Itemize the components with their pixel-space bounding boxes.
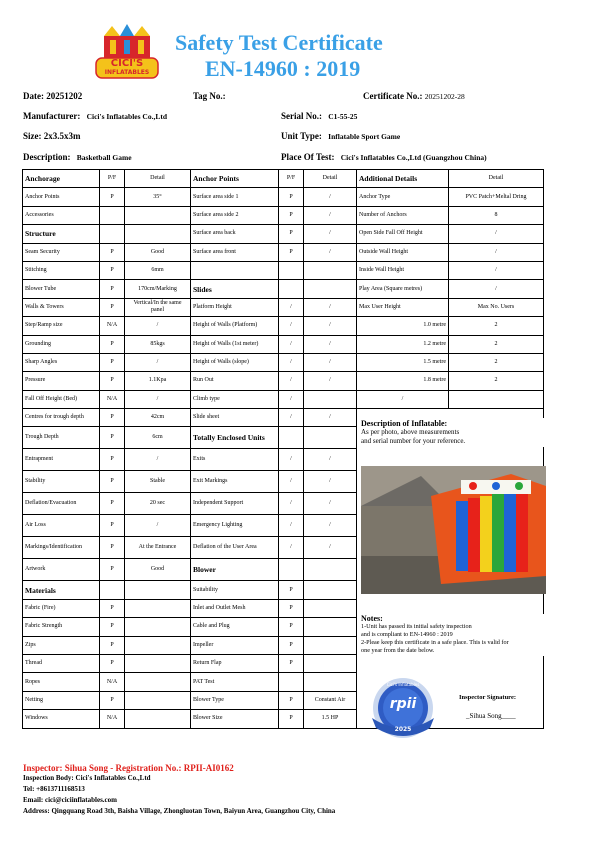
cert-label: Certificate No.: <box>363 91 423 101</box>
cell-item-c: 1.0 metre <box>357 317 449 335</box>
cell-detail-b: 1.5 HP <box>304 710 357 728</box>
cell-pf-a: P <box>100 493 125 515</box>
cell-detail-a: 20 sec <box>125 493 191 515</box>
col-header-anchor-points: Anchor Points <box>191 170 279 188</box>
table-row <box>23 335 544 353</box>
cell-pf-b <box>279 673 304 691</box>
cell-pf-a: P <box>100 335 125 353</box>
cell-detail-a: 85kgs <box>125 335 191 353</box>
cell-item-a: Pressure <box>23 372 100 390</box>
cell-pf-b <box>279 559 304 581</box>
table-row <box>23 206 544 224</box>
table-row <box>23 317 544 335</box>
company-logo <box>92 24 162 80</box>
cell-pf-a: P <box>100 409 125 427</box>
cell-right-panel <box>357 655 544 673</box>
table-row <box>23 655 544 673</box>
cell-detail-c: / <box>449 280 544 298</box>
cell-detail-c: 8 <box>449 206 544 224</box>
cell-item-a: Ropes <box>23 673 100 691</box>
cell-detail-b: / <box>304 537 357 559</box>
cell-item-a: Thread <box>23 655 100 673</box>
cell-detail-b: / <box>304 188 357 206</box>
notes-line2: and is compliant to EN-14960 : 2019 <box>361 631 453 638</box>
cell-item-b: Height of Walls (1st meter) <box>191 335 279 353</box>
cell-item-b: Run Out <box>191 372 279 390</box>
cell-item-a: Centres for trough depth <box>23 409 100 427</box>
col-header-pf2: P/F <box>279 170 304 188</box>
cell-item-b: Suitability <box>191 581 279 599</box>
serial-label: Serial No.: <box>281 111 322 121</box>
table-row <box>23 353 544 371</box>
cell-pf-b: / <box>279 335 304 353</box>
cell-pf-b: P <box>279 618 304 636</box>
cell-item-b: Surface area side 2 <box>191 206 279 224</box>
cell-detail-b: / <box>304 243 357 261</box>
cell-item-a: Grounding <box>23 335 100 353</box>
cell-detail-c: 2 <box>449 372 544 390</box>
cell-item-c: 1.8 metre <box>357 372 449 390</box>
cell-detail-a: / <box>125 515 191 537</box>
cell-pf-a: P <box>100 618 125 636</box>
col-header-detail3: Detail <box>449 170 544 188</box>
cell-detail-b <box>304 261 357 279</box>
badge-year: 2025 <box>394 726 412 733</box>
table-row <box>23 280 544 298</box>
cell-detail-c: / <box>449 261 544 279</box>
cell-pf-b: P <box>279 655 304 673</box>
notes-line3: 2-Pleae keep this certificate in a safe place. This is valid for <box>361 639 509 646</box>
cell-item-b: Height of Walls (Platform) <box>191 317 279 335</box>
serial-number <box>281 111 357 121</box>
cell-detail-b <box>304 618 357 636</box>
cell-detail-b <box>304 655 357 673</box>
cell-pf-a: P <box>100 353 125 371</box>
manufacturer-value: Cici's Inflatables Co.,Ltd <box>86 112 168 121</box>
cell-detail-a: At the Entrance <box>125 537 191 559</box>
cell-item-a: Step/Ramp size <box>23 317 100 335</box>
cell-detail-c: PVC Patch+Meltal Dring <box>449 188 544 206</box>
logo-subtext: INFLATABLES <box>104 69 150 76</box>
cell-pf-a: P <box>100 298 125 316</box>
cell-item-c: Number of Anchors <box>357 206 449 224</box>
cell-detail-b <box>304 599 357 617</box>
cell-detail-b <box>304 673 357 691</box>
cell-detail-a: Vertical/In the same panel <box>125 298 191 316</box>
table-row <box>23 390 544 408</box>
email: Email: cici@ciciinflatables.com <box>23 796 117 804</box>
table-row <box>23 243 544 261</box>
cell-detail-a: 42cm <box>125 409 191 427</box>
cell-pf-a <box>100 581 125 599</box>
place-of-test <box>281 152 487 162</box>
cell-pf-a: N/A <box>100 710 125 728</box>
cell-item-a: Walls & Towers <box>23 298 100 316</box>
cell-item-b: Climb type <box>191 390 279 408</box>
cell-item-b: Platform Height <box>191 298 279 316</box>
cell-item-a: Fabric Strength <box>23 618 100 636</box>
cell-detail-b <box>304 427 357 449</box>
cell-pf-a: P <box>100 515 125 537</box>
cell-pf-b: P <box>279 581 304 599</box>
cell-pf-b: P <box>279 206 304 224</box>
cell-item-a: Markings/Identification <box>23 537 100 559</box>
cell-item-b: Slides <box>191 280 279 298</box>
cell-item-c: Inside Wall Height <box>357 261 449 279</box>
cell-pf-b: P <box>279 710 304 728</box>
cell-pf-a: P <box>100 636 125 654</box>
cell-pf-a: P <box>100 449 125 471</box>
cell-item-b: Slide sheet <box>191 409 279 427</box>
badge-center-text: rpii <box>389 696 417 712</box>
cell-pf-a: N/A <box>100 673 125 691</box>
product-photo <box>361 466 546 594</box>
cell-item-a: Trough Depth <box>23 427 100 449</box>
cell-pf-a: N/A <box>100 390 125 408</box>
description-box <box>360 418 548 447</box>
cell-item-c: Max User Height <box>357 298 449 316</box>
col-header-pf1: P/F <box>100 170 125 188</box>
cell-pf-b: / <box>279 372 304 390</box>
cell-item-a: Stitching <box>23 261 100 279</box>
cell-item-a: Windows <box>23 710 100 728</box>
cell-item-a: Structure <box>23 225 100 243</box>
cell-detail-b: / <box>304 317 357 335</box>
cell-pf-b: / <box>279 515 304 537</box>
cell-item-a: Stability <box>23 471 100 493</box>
cell-item-a: Entrapment <box>23 449 100 471</box>
table-row <box>23 261 544 279</box>
table-header-row <box>23 170 544 188</box>
table-row <box>23 225 544 243</box>
telephone: Tel: +8613711168513 <box>23 785 85 793</box>
size-label: Size: 2x3.5x3m <box>23 131 81 141</box>
cell-detail-c: 2 <box>449 353 544 371</box>
unit-type <box>281 131 400 141</box>
cell-pf-a: P <box>100 243 125 261</box>
cell-pf-a: P <box>100 261 125 279</box>
cell-item-c: Open Side Fall Off Height <box>357 225 449 243</box>
inspection-body: Inspection Body: Cici's Inflatables Co.,Ltd <box>23 774 151 782</box>
cell-item-b: Cable and Plug <box>191 618 279 636</box>
cell-detail-a <box>125 691 191 709</box>
table-row <box>23 372 544 390</box>
description <box>23 152 132 162</box>
cell-detail-a <box>125 599 191 617</box>
table-row <box>23 673 544 691</box>
cell-detail-b <box>304 390 357 408</box>
cell-detail-a: Good <box>125 559 191 581</box>
cell-detail-a <box>125 636 191 654</box>
serial-value: C1-55-25 <box>328 112 358 121</box>
unit-type-value: Inflatable Sport Game <box>328 132 401 141</box>
cell-detail-b <box>304 559 357 581</box>
cell-detail-b: / <box>304 493 357 515</box>
inspector-registration: Inspector: Sihua Song - Registration No.: RPII-AI0162 <box>23 763 234 773</box>
cell-item-b: Blower Type <box>191 691 279 709</box>
cell-pf-b: / <box>279 471 304 493</box>
cell-item-b: Return Flap <box>191 655 279 673</box>
cell-pf-a: P <box>100 559 125 581</box>
cell-item-b: Blower <box>191 559 279 581</box>
tag-label: Tag No.: <box>193 91 226 101</box>
cell-item-a: Blower Tube <box>23 280 100 298</box>
cell-item-a: Artwork <box>23 559 100 581</box>
cell-detail-b <box>304 636 357 654</box>
cell-detail-c: / <box>449 243 544 261</box>
cell-item-b <box>191 261 279 279</box>
col-header-anchorage: Anchorage <box>23 170 100 188</box>
cell-pf-a: P <box>100 537 125 559</box>
cell-item-b: Blower Size <box>191 710 279 728</box>
cell-pf-b: / <box>279 353 304 371</box>
cell-pf-b <box>279 261 304 279</box>
cell-pf-b <box>279 280 304 298</box>
cell-detail-a <box>125 618 191 636</box>
unit-type-label: Unit Type: <box>281 131 322 141</box>
cell-pf-b: / <box>279 493 304 515</box>
cell-item-a: Netting <box>23 691 100 709</box>
description-value: Basketball Game <box>76 153 132 162</box>
cell-pf-b: / <box>279 390 304 408</box>
cell-item-c: Outside Wall Height <box>357 243 449 261</box>
certificate-number <box>363 91 465 101</box>
cell-item-b: Independent Support <box>191 493 279 515</box>
cell-detail-a: 6cm <box>125 427 191 449</box>
cell-detail-a: / <box>125 390 191 408</box>
cell-item-c: 1.5 metre <box>357 353 449 371</box>
notes-box <box>360 614 548 656</box>
cell-detail-a <box>125 206 191 224</box>
cell-item-a: Air Loss <box>23 515 100 537</box>
cell-item-b: Emergency Lighting <box>191 515 279 537</box>
cell-item-b: Surface area back <box>191 225 279 243</box>
description-box-line1: As per photo, above measurements <box>361 428 460 436</box>
place-value: Cici's Inflatables Co.,Ltd (Guangzhou China) <box>340 153 487 162</box>
cell-pf-a <box>100 225 125 243</box>
cell-pf-b: P <box>279 599 304 617</box>
notes-line1: 1-Unit has passed its initial safety inspection <box>361 623 472 630</box>
cell-detail-c: / <box>449 225 544 243</box>
cell-detail-b: / <box>304 225 357 243</box>
cell-pf-b: / <box>279 317 304 335</box>
table-row <box>23 298 544 316</box>
cell-pf-a: N/A <box>100 317 125 335</box>
cell-detail-b: Constant Air <box>304 691 357 709</box>
cell-detail-a <box>125 710 191 728</box>
cell-detail-a <box>125 673 191 691</box>
cell-detail-b: / <box>304 335 357 353</box>
cell-pf-a <box>100 206 125 224</box>
cell-detail-b <box>304 280 357 298</box>
cell-item-a: Sharp Angles <box>23 353 100 371</box>
description-box-line2: and serial number for your reference. <box>361 437 466 445</box>
cell-detail-a: / <box>125 317 191 335</box>
manufacturer <box>23 111 167 121</box>
col-header-detail1: Detail <box>125 170 191 188</box>
notes-title: Notes: <box>361 614 383 623</box>
description-box-title: Description of Inflatable: <box>361 419 448 428</box>
cell-pf-b: P <box>279 188 304 206</box>
cell-detail-a <box>125 655 191 673</box>
address: Address: Qingquang Road 3th, Baisha Village, Zhongluotan Town, Baiyun Area, Guangzhou City, China <box>23 807 336 815</box>
cell-detail-a <box>125 581 191 599</box>
logo-text: CICI'S <box>110 58 144 69</box>
date-label: Date: 20251202 <box>23 91 83 101</box>
signature-value: _Sihua Song____ <box>466 712 516 720</box>
cell-pf-a: P <box>100 280 125 298</box>
notes-line4: one year from the date below. <box>361 647 435 654</box>
certificate-standard: EN-14960 : 2019 <box>205 56 361 81</box>
cell-detail-a: 6mm <box>125 261 191 279</box>
cell-pf-a: P <box>100 691 125 709</box>
cell-detail-c: Max No. Users <box>449 298 544 316</box>
cell-pf-b: / <box>279 537 304 559</box>
cell-pf-a: P <box>100 427 125 449</box>
cell-pf-b <box>279 427 304 449</box>
col-header-detail2: Detail <box>304 170 357 188</box>
cell-item-b: Inlet and Outlet Mesh <box>191 599 279 617</box>
cell-detail-b: / <box>304 471 357 493</box>
certificate-title: Safety Test Certificate <box>175 30 383 55</box>
cell-detail-a: 170cm/Marking <box>125 280 191 298</box>
cell-detail-b: / <box>304 409 357 427</box>
cell-detail-a: Stable <box>125 471 191 493</box>
cell-item-c: Play Area (Square metres) <box>357 280 449 298</box>
cell-detail-b: / <box>304 515 357 537</box>
cell-item-b: Totally Enclosed Units <box>191 427 279 449</box>
cell-item-a: Fabric (Fire) <box>23 599 100 617</box>
cell-detail-b: / <box>304 206 357 224</box>
cell-item-a: Accessories <box>23 206 100 224</box>
cert-value: 20251202-28 <box>424 92 465 101</box>
cell-detail-c: 2 <box>449 317 544 335</box>
cell-item-b: Impeller <box>191 636 279 654</box>
cell-pf-a: P <box>100 599 125 617</box>
cell-detail-a <box>125 225 191 243</box>
cell-detail-a: 1.1Kpa <box>125 372 191 390</box>
cell-pf-b: P <box>279 225 304 243</box>
cell-pf-b: / <box>279 449 304 471</box>
cell-detail-b <box>304 581 357 599</box>
signature-label: Inspector Signature: <box>459 694 516 701</box>
cell-pf-b: / <box>279 298 304 316</box>
cell-item-b: Exits <box>191 449 279 471</box>
cell-detail-a: / <box>125 353 191 371</box>
manufacturer-label: Manufacturer: <box>23 111 81 121</box>
cell-detail-a: Good <box>125 243 191 261</box>
cell-item-c: 1.2 metre <box>357 335 449 353</box>
cell-detail-b: / <box>304 298 357 316</box>
cell-item-b: PAT Test <box>191 673 279 691</box>
cell-item-a: Anchor Points <box>23 188 100 206</box>
cell-item-b: Surface area side 1 <box>191 188 279 206</box>
cell-item-a: Fall Off Height (Bed) <box>23 390 100 408</box>
place-label: Place Of Test: <box>281 152 335 162</box>
cell-item-a: Zips <box>23 636 100 654</box>
cell-detail-c <box>449 390 544 408</box>
cell-item-b: Height of Walls (slope) <box>191 353 279 371</box>
cell-pf-a: P <box>100 188 125 206</box>
cell-item-b: Exit Markings <box>191 471 279 493</box>
cell-pf-b: P <box>279 691 304 709</box>
cell-detail-c: 2 <box>449 335 544 353</box>
cell-item-c: / <box>357 390 449 408</box>
cell-detail-b: / <box>304 353 357 371</box>
rpii-badge <box>366 674 440 744</box>
cell-pf-b: P <box>279 243 304 261</box>
cell-detail-a: / <box>125 449 191 471</box>
cell-detail-a: 35° <box>125 188 191 206</box>
cell-item-b: Surface area front <box>191 243 279 261</box>
cell-item-c: Anchor Type <box>357 188 449 206</box>
table-row <box>23 188 544 206</box>
badge-top-text: Cici's Inflatables <box>386 682 420 687</box>
cell-pf-a: P <box>100 372 125 390</box>
cell-pf-b: P <box>279 636 304 654</box>
cell-item-b: Deflation of the User Area <box>191 537 279 559</box>
cell-item-a: Deflation/Evacuation <box>23 493 100 515</box>
cell-pf-a: P <box>100 655 125 673</box>
col-header-additional: Additional Details <box>357 170 449 188</box>
cell-item-a: Seam Security <box>23 243 100 261</box>
cell-detail-b: / <box>304 449 357 471</box>
cell-item-a: Materials <box>23 581 100 599</box>
cell-detail-b: / <box>304 372 357 390</box>
cell-pf-a: P <box>100 471 125 493</box>
cell-pf-b: / <box>279 409 304 427</box>
description-label: Description: <box>23 152 71 162</box>
